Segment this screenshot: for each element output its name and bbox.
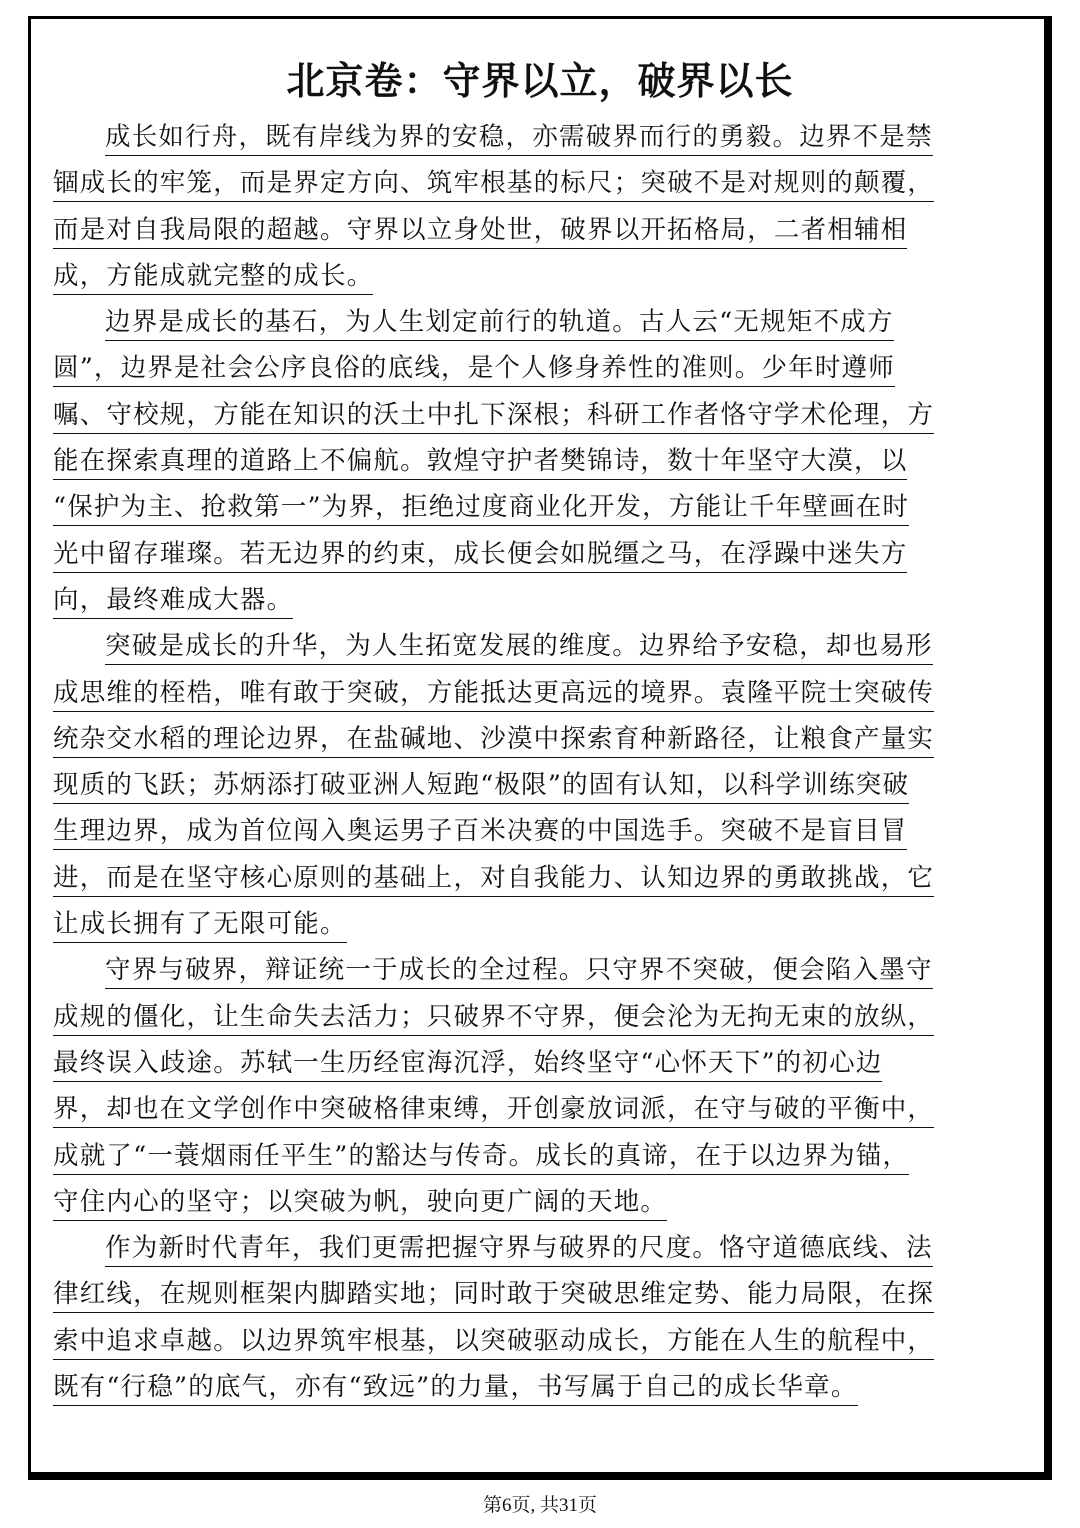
essay-line-text: 嘱、守校规，方能在知识的沃土中扎下深根；科研工作者恪守学术伦理，方	[53, 400, 934, 434]
essay-line-text: 光中留存璀璨。若无边界的约束，成长便会如脱缰之马，在浮躁中迷失方	[53, 539, 907, 573]
essay-line	[53, 994, 1013, 1040]
essay-line-text: 让成长拥有了无限可能。	[53, 909, 347, 943]
essay-line	[53, 299, 1013, 345]
essay-line-text: 向，最终难成大器。	[53, 585, 293, 619]
essay-line	[53, 392, 1013, 438]
essay-line	[53, 114, 1013, 160]
essay-line	[53, 160, 1013, 206]
essay-line	[53, 716, 1013, 762]
essay-line	[53, 1040, 1013, 1086]
essay-title: 北京卷：守界以立，破界以长	[286, 59, 794, 103]
essay-line	[53, 947, 1013, 993]
essay-line	[53, 855, 1013, 901]
essay-line	[53, 1179, 1013, 1225]
essay-line	[53, 1225, 1013, 1271]
essay-line	[53, 1318, 1013, 1364]
essay-line-text: 守界与破界，辩证统一于成长的全过程。只守界不突破，便会陷入墨守	[105, 955, 933, 989]
essay-line-text: 能在探索真理的道路上不偏航。敦煌守护者樊锦诗，数十年坚守大漠，以	[53, 446, 907, 480]
essay-line-text: “保护为主、抢救第一”为界，拒绝过度商业化开发，方能让千年壁画在时	[53, 492, 909, 526]
essay-line-text: 现质的飞跃；苏炳添打破亚洲人短跑“极限”的固有认知，以科学训练突破	[53, 770, 909, 804]
essay-line-text: 成，方能成就完整的成长。	[53, 261, 373, 295]
essay-line	[53, 1133, 1013, 1179]
essay-line-text: 作为新时代青年，我们更需把握守界与破界的尺度。恪守道德底线、法	[105, 1233, 933, 1267]
essay-line	[53, 207, 1013, 253]
essay-line	[53, 1086, 1013, 1132]
essay-line-text: 而是对自我局限的超越。守界以立身处世，破界以开拓格局，二者相辅相	[53, 215, 907, 249]
essay-line	[53, 577, 1013, 623]
essay-line	[53, 438, 1013, 484]
essay-line	[53, 808, 1013, 854]
essay-line-text: 进，而是在坚守核心原则的基础上，对自我能力、认知边界的勇敢挑战，它	[53, 863, 934, 897]
essay-line	[53, 670, 1013, 716]
essay-line	[53, 1364, 1013, 1410]
essay-line	[53, 623, 1013, 669]
essay-line-text: 成思维的桎梏，唯有敢于突破，方能抵达更高远的境界。袁隆平院士突破传	[53, 678, 934, 712]
page-number: 第6页, 共31页	[482, 1495, 597, 1516]
essay-line-text: 界，却也在文学创作中突破格律束缚，开创豪放词派，在守与破的平衡中，	[53, 1094, 934, 1128]
essay-line	[53, 531, 1013, 577]
essay-line-text: 成规的僵化，让生命失去活力；只破界不守界，便会沦为无拘无束的放纵，	[53, 1002, 934, 1036]
essay-line-text: 律红线，在规则框架内脚踏实地；同时敢于突破思维定势、能力局限，在探	[53, 1279, 934, 1313]
essay-line-text: 成长如行舟，既有岸线为界的安稳，亦需破界而行的勇毅。边界不是禁	[105, 122, 933, 156]
essay-line-text: 统杂交水稻的理论边界，在盐碱地、沙漠中探索育种新路径，让粮食产量实	[53, 724, 934, 758]
essay-line	[53, 484, 1013, 530]
essay-line-text: 突破是成长的升华，为人生拓宽发展的维度。边界给予安稳，却也易形	[105, 631, 933, 665]
essay-body	[53, 114, 1013, 1410]
essay-line-text: 索中追求卓越。以边界筑牢根基，以突破驱动成长，方能在人生的航程中，	[53, 1326, 934, 1360]
essay-line-text: 生理边界，成为首位闯入奥运男子百米决赛的中国选手。突破不是盲目冒	[53, 816, 907, 850]
essay-line-text: 锢成长的牢笼，而是界定方向、筑牢根基的标尺；突破不是对规则的颠覆，	[53, 168, 934, 202]
essay-line-text: 最终误入歧途。苏轼一生历经宦海沉浮，始终坚守“心怀天下”的初心边	[53, 1048, 882, 1082]
essay-line-text: 圆”，边界是社会公序良俗的底线，是个人修身养性的准则。少年时遵师	[53, 353, 895, 387]
essay-line-text: 成就了“一蓑烟雨任平生”的豁达与传奇。成长的真谛，在于以边界为锚，	[53, 1141, 909, 1175]
essay-line	[53, 253, 1013, 299]
essay-line	[53, 345, 1013, 391]
essay-line-text: 边界是成长的基石，为人生划定前行的轨道。古人云“无规矩不成方	[105, 307, 894, 341]
essay-line	[53, 1271, 1013, 1317]
essay-line	[53, 901, 1013, 947]
essay-line	[53, 762, 1013, 808]
essay-line-text: 守住内心的坚守；以突破为帆，驶向更广阔的天地。	[53, 1187, 667, 1221]
essay-line-text: 既有“行稳”的底气，亦有“致远”的力量，书写属于自己的成长华章。	[53, 1372, 858, 1406]
